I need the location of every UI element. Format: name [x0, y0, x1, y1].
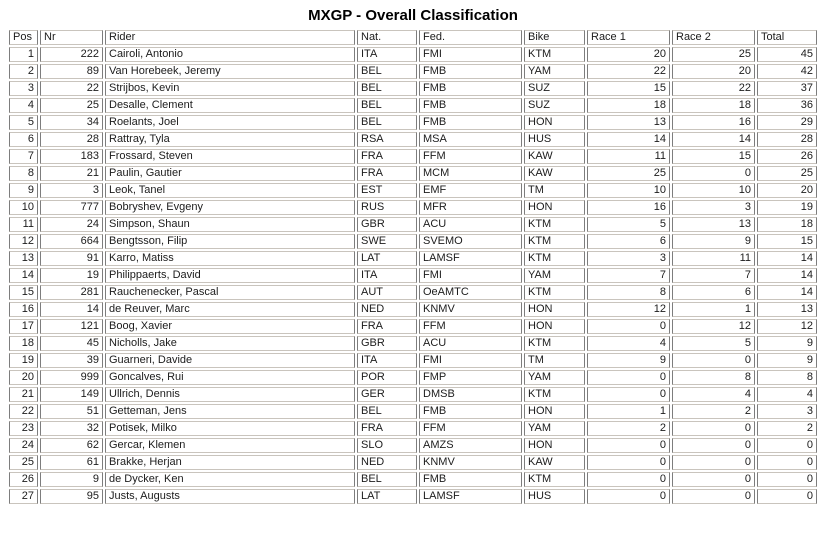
cell-bike: HON	[524, 115, 585, 130]
cell-rider: Brakke, Herjan	[105, 455, 355, 470]
cell-pos: 21	[9, 387, 38, 402]
cell-bike: YAM	[524, 421, 585, 436]
cell-pos: 19	[9, 353, 38, 368]
cell-rider: Getteman, Jens	[105, 404, 355, 419]
table-row	[9, 353, 817, 368]
cell-race2: 0	[672, 489, 755, 504]
cell-rider: Philippaerts, David	[105, 268, 355, 283]
cell-nat: FRA	[357, 149, 417, 164]
cell-bike: KTM	[524, 387, 585, 402]
cell-race1: 12	[587, 302, 670, 317]
cell-nr: 9	[40, 472, 103, 487]
col-header-race2: Race 2	[672, 30, 755, 45]
cell-pos: 2	[9, 64, 38, 79]
cell-rider: Leok, Tanel	[105, 183, 355, 198]
cell-bike: KTM	[524, 234, 585, 249]
cell-nr: 24	[40, 217, 103, 232]
cell-pos: 18	[9, 336, 38, 351]
cell-pos: 27	[9, 489, 38, 504]
cell-rider: Cairoli, Antonio	[105, 47, 355, 62]
col-header-nr: Nr	[40, 30, 103, 45]
cell-nat: GER	[357, 387, 417, 402]
table-row	[9, 81, 817, 96]
cell-nat: LAT	[357, 489, 417, 504]
cell-nat: SWE	[357, 234, 417, 249]
cell-total: 26	[757, 149, 817, 164]
cell-bike: KAW	[524, 149, 585, 164]
cell-pos: 17	[9, 319, 38, 334]
cell-total: 14	[757, 268, 817, 283]
cell-nat: FRA	[357, 319, 417, 334]
cell-bike: TM	[524, 183, 585, 198]
cell-race2: 10	[672, 183, 755, 198]
cell-rider: Frossard, Steven	[105, 149, 355, 164]
cell-race1: 13	[587, 115, 670, 130]
cell-race2: 0	[672, 353, 755, 368]
cell-race2: 15	[672, 149, 755, 164]
cell-bike: YAM	[524, 64, 585, 79]
col-header-nat: Nat.	[357, 30, 417, 45]
cell-fed: FFM	[419, 149, 522, 164]
table-row	[9, 421, 817, 436]
table-row	[9, 302, 817, 317]
cell-rider: Gercar, Klemen	[105, 438, 355, 453]
cell-nr: 34	[40, 115, 103, 130]
cell-fed: FMB	[419, 81, 522, 96]
cell-nr: 3	[40, 183, 103, 198]
table-row	[9, 200, 817, 215]
cell-race1: 0	[587, 472, 670, 487]
cell-pos: 24	[9, 438, 38, 453]
cell-fed: DMSB	[419, 387, 522, 402]
cell-race1: 25	[587, 166, 670, 181]
cell-race1: 2	[587, 421, 670, 436]
cell-nr: 149	[40, 387, 103, 402]
cell-nat: RUS	[357, 200, 417, 215]
cell-nr: 664	[40, 234, 103, 249]
cell-total: 36	[757, 98, 817, 113]
cell-fed: FMI	[419, 353, 522, 368]
cell-nr: 999	[40, 370, 103, 385]
cell-race2: 2	[672, 404, 755, 419]
cell-fed: ACU	[419, 336, 522, 351]
cell-nr: 222	[40, 47, 103, 62]
table-row	[9, 336, 817, 351]
cell-race1: 0	[587, 438, 670, 453]
cell-total: 0	[757, 455, 817, 470]
cell-race2: 0	[672, 438, 755, 453]
table-row	[9, 132, 817, 147]
cell-total: 0	[757, 472, 817, 487]
cell-bike: SUZ	[524, 81, 585, 96]
cell-nat: GBR	[357, 336, 417, 351]
cell-race2: 0	[672, 455, 755, 470]
cell-race2: 0	[672, 472, 755, 487]
cell-race2: 18	[672, 98, 755, 113]
cell-rider: Goncalves, Rui	[105, 370, 355, 385]
col-header-total: Total	[757, 30, 817, 45]
cell-race1: 4	[587, 336, 670, 351]
table-row	[9, 47, 817, 62]
cell-pos: 15	[9, 285, 38, 300]
cell-race1: 15	[587, 81, 670, 96]
table-row	[9, 251, 817, 266]
cell-race2: 9	[672, 234, 755, 249]
cell-rider: Simpson, Shaun	[105, 217, 355, 232]
cell-bike: HUS	[524, 489, 585, 504]
cell-bike: HON	[524, 200, 585, 215]
cell-total: 2	[757, 421, 817, 436]
cell-race2: 7	[672, 268, 755, 283]
table-row	[9, 234, 817, 249]
table-row	[9, 166, 817, 181]
cell-bike: KTM	[524, 251, 585, 266]
table-row	[9, 98, 817, 113]
table-row	[9, 438, 817, 453]
cell-rider: Ullrich, Dennis	[105, 387, 355, 402]
cell-bike: HON	[524, 302, 585, 317]
cell-race1: 0	[587, 455, 670, 470]
cell-race1: 20	[587, 47, 670, 62]
cell-race2: 14	[672, 132, 755, 147]
cell-total: 0	[757, 438, 817, 453]
table-row	[9, 472, 817, 487]
cell-nat: ITA	[357, 268, 417, 283]
cell-nr: 121	[40, 319, 103, 334]
cell-nat: BEL	[357, 98, 417, 113]
cell-race2: 25	[672, 47, 755, 62]
cell-race2: 16	[672, 115, 755, 130]
cell-nat: BEL	[357, 472, 417, 487]
cell-race2: 20	[672, 64, 755, 79]
cell-total: 29	[757, 115, 817, 130]
cell-pos: 25	[9, 455, 38, 470]
cell-pos: 8	[9, 166, 38, 181]
table-row	[9, 149, 817, 164]
cell-nr: 183	[40, 149, 103, 164]
cell-rider: Desalle, Clement	[105, 98, 355, 113]
cell-pos: 20	[9, 370, 38, 385]
cell-rider: Karro, Matiss	[105, 251, 355, 266]
cell-pos: 7	[9, 149, 38, 164]
cell-nr: 91	[40, 251, 103, 266]
cell-total: 9	[757, 336, 817, 351]
results-table	[7, 28, 819, 506]
cell-fed: FMB	[419, 98, 522, 113]
cell-pos: 23	[9, 421, 38, 436]
table-row	[9, 489, 817, 504]
cell-nat: ITA	[357, 353, 417, 368]
cell-fed: FMI	[419, 268, 522, 283]
cell-nat: RSA	[357, 132, 417, 147]
cell-bike: SUZ	[524, 98, 585, 113]
cell-total: 3	[757, 404, 817, 419]
cell-nr: 281	[40, 285, 103, 300]
cell-total: 18	[757, 217, 817, 232]
cell-race2: 13	[672, 217, 755, 232]
cell-nr: 95	[40, 489, 103, 504]
cell-total: 37	[757, 81, 817, 96]
cell-rider: Roelants, Joel	[105, 115, 355, 130]
cell-bike: YAM	[524, 370, 585, 385]
cell-race1: 10	[587, 183, 670, 198]
cell-nat: AUT	[357, 285, 417, 300]
cell-rider: Rattray, Tyla	[105, 132, 355, 147]
table-row	[9, 64, 817, 79]
cell-nr: 89	[40, 64, 103, 79]
cell-nr: 14	[40, 302, 103, 317]
cell-pos: 10	[9, 200, 38, 215]
table-row	[9, 455, 817, 470]
cell-race2: 8	[672, 370, 755, 385]
cell-total: 45	[757, 47, 817, 62]
table-row	[9, 285, 817, 300]
cell-nr: 51	[40, 404, 103, 419]
cell-nr: 32	[40, 421, 103, 436]
cell-race1: 22	[587, 64, 670, 79]
cell-pos: 14	[9, 268, 38, 283]
report-page	[0, 7, 826, 506]
cell-rider: Bengtsson, Filip	[105, 234, 355, 249]
cell-nr: 22	[40, 81, 103, 96]
cell-total: 19	[757, 200, 817, 215]
cell-race1: 8	[587, 285, 670, 300]
cell-race2: 4	[672, 387, 755, 402]
cell-race2: 0	[672, 421, 755, 436]
cell-nr: 61	[40, 455, 103, 470]
cell-total: 25	[757, 166, 817, 181]
cell-pos: 6	[9, 132, 38, 147]
cell-fed: EMF	[419, 183, 522, 198]
cell-fed: LAMSF	[419, 251, 522, 266]
col-header-race1: Race 1	[587, 30, 670, 45]
cell-nr: 28	[40, 132, 103, 147]
cell-bike: KTM	[524, 336, 585, 351]
cell-fed: MSA	[419, 132, 522, 147]
cell-bike: HON	[524, 404, 585, 419]
table-row	[9, 370, 817, 385]
cell-nat: NED	[357, 455, 417, 470]
cell-race1: 9	[587, 353, 670, 368]
cell-nr: 777	[40, 200, 103, 215]
table-row	[9, 404, 817, 419]
cell-fed: KNMV	[419, 455, 522, 470]
cell-pos: 12	[9, 234, 38, 249]
cell-race1: 16	[587, 200, 670, 215]
cell-bike: KAW	[524, 166, 585, 181]
cell-pos: 3	[9, 81, 38, 96]
cell-total: 14	[757, 285, 817, 300]
cell-nr: 21	[40, 166, 103, 181]
cell-fed: FFM	[419, 421, 522, 436]
cell-nat: BEL	[357, 404, 417, 419]
cell-pos: 5	[9, 115, 38, 130]
cell-race1: 11	[587, 149, 670, 164]
cell-fed: ACU	[419, 217, 522, 232]
cell-race2: 12	[672, 319, 755, 334]
cell-total: 14	[757, 251, 817, 266]
cell-rider: Potisek, Milko	[105, 421, 355, 436]
cell-total: 15	[757, 234, 817, 249]
cell-nr: 19	[40, 268, 103, 283]
cell-fed: FMB	[419, 64, 522, 79]
cell-fed: FMB	[419, 404, 522, 419]
cell-nr: 39	[40, 353, 103, 368]
cell-bike: YAM	[524, 268, 585, 283]
cell-fed: MCM	[419, 166, 522, 181]
cell-nr: 62	[40, 438, 103, 453]
cell-nr: 45	[40, 336, 103, 351]
cell-total: 0	[757, 489, 817, 504]
cell-rider: Nicholls, Jake	[105, 336, 355, 351]
cell-pos: 1	[9, 47, 38, 62]
col-header-rider: Rider	[105, 30, 355, 45]
cell-rider: Rauchenecker, Pascal	[105, 285, 355, 300]
cell-bike: KTM	[524, 47, 585, 62]
cell-fed: FMB	[419, 115, 522, 130]
cell-total: 9	[757, 353, 817, 368]
cell-race1: 5	[587, 217, 670, 232]
cell-total: 28	[757, 132, 817, 147]
cell-bike: KAW	[524, 455, 585, 470]
cell-race1: 6	[587, 234, 670, 249]
cell-nat: SLO	[357, 438, 417, 453]
cell-race2: 3	[672, 200, 755, 215]
cell-nat: BEL	[357, 81, 417, 96]
cell-fed: AMZS	[419, 438, 522, 453]
table-row	[9, 115, 817, 130]
page-title: MXGP - Overall Classification	[308, 7, 518, 24]
col-header-pos: Pos	[9, 30, 38, 45]
cell-nat: FRA	[357, 421, 417, 436]
cell-total: 13	[757, 302, 817, 317]
cell-nat: GBR	[357, 217, 417, 232]
cell-fed: FMB	[419, 472, 522, 487]
cell-fed: FMI	[419, 47, 522, 62]
cell-fed: LAMSF	[419, 489, 522, 504]
cell-rider: Boog, Xavier	[105, 319, 355, 334]
cell-fed: SVEMO	[419, 234, 522, 249]
cell-rider: Paulin, Gautier	[105, 166, 355, 181]
cell-fed: MFR	[419, 200, 522, 215]
cell-race2: 22	[672, 81, 755, 96]
cell-nr: 25	[40, 98, 103, 113]
cell-race2: 6	[672, 285, 755, 300]
cell-bike: KTM	[524, 285, 585, 300]
cell-race1: 0	[587, 387, 670, 402]
table-row	[9, 268, 817, 283]
cell-fed: KNMV	[419, 302, 522, 317]
cell-pos: 22	[9, 404, 38, 419]
cell-fed: OeAMTC	[419, 285, 522, 300]
cell-nat: EST	[357, 183, 417, 198]
cell-race1: 0	[587, 319, 670, 334]
cell-pos: 16	[9, 302, 38, 317]
cell-nat: POR	[357, 370, 417, 385]
cell-race1: 0	[587, 489, 670, 504]
cell-rider: de Dycker, Ken	[105, 472, 355, 487]
cell-rider: Bobryshev, Evgeny	[105, 200, 355, 215]
cell-race1: 3	[587, 251, 670, 266]
cell-race1: 7	[587, 268, 670, 283]
cell-rider: Van Horebeek, Jeremy	[105, 64, 355, 79]
cell-bike: KTM	[524, 217, 585, 232]
cell-bike: HON	[524, 438, 585, 453]
table-row	[9, 319, 817, 334]
cell-pos: 9	[9, 183, 38, 198]
cell-rider: Strijbos, Kevin	[105, 81, 355, 96]
cell-bike: HUS	[524, 132, 585, 147]
cell-race2: 1	[672, 302, 755, 317]
cell-rider: de Reuver, Marc	[105, 302, 355, 317]
cell-race1: 18	[587, 98, 670, 113]
table-row	[9, 217, 817, 232]
cell-bike: KTM	[524, 472, 585, 487]
cell-race2: 0	[672, 166, 755, 181]
cell-bike: TM	[524, 353, 585, 368]
cell-race1: 14	[587, 132, 670, 147]
cell-pos: 26	[9, 472, 38, 487]
cell-pos: 4	[9, 98, 38, 113]
cell-race2: 5	[672, 336, 755, 351]
cell-nat: BEL	[357, 115, 417, 130]
table-row	[9, 387, 817, 402]
cell-total: 20	[757, 183, 817, 198]
cell-nat: BEL	[357, 64, 417, 79]
cell-bike: HON	[524, 319, 585, 334]
cell-total: 8	[757, 370, 817, 385]
cell-fed: FMP	[419, 370, 522, 385]
cell-pos: 13	[9, 251, 38, 266]
cell-nat: LAT	[357, 251, 417, 266]
cell-pos: 11	[9, 217, 38, 232]
header-row	[9, 30, 817, 45]
col-header-fed: Fed.	[419, 30, 522, 45]
table-row	[9, 183, 817, 198]
cell-total: 42	[757, 64, 817, 79]
cell-race2: 11	[672, 251, 755, 266]
cell-race1: 1	[587, 404, 670, 419]
cell-total: 4	[757, 387, 817, 402]
col-header-bike: Bike	[524, 30, 585, 45]
cell-nat: NED	[357, 302, 417, 317]
results-tbody	[9, 47, 817, 504]
cell-race1: 0	[587, 370, 670, 385]
cell-nat: FRA	[357, 166, 417, 181]
cell-rider: Guarneri, Davide	[105, 353, 355, 368]
cell-fed: FFM	[419, 319, 522, 334]
cell-total: 12	[757, 319, 817, 334]
cell-nat: ITA	[357, 47, 417, 62]
cell-rider: Justs, Augusts	[105, 489, 355, 504]
